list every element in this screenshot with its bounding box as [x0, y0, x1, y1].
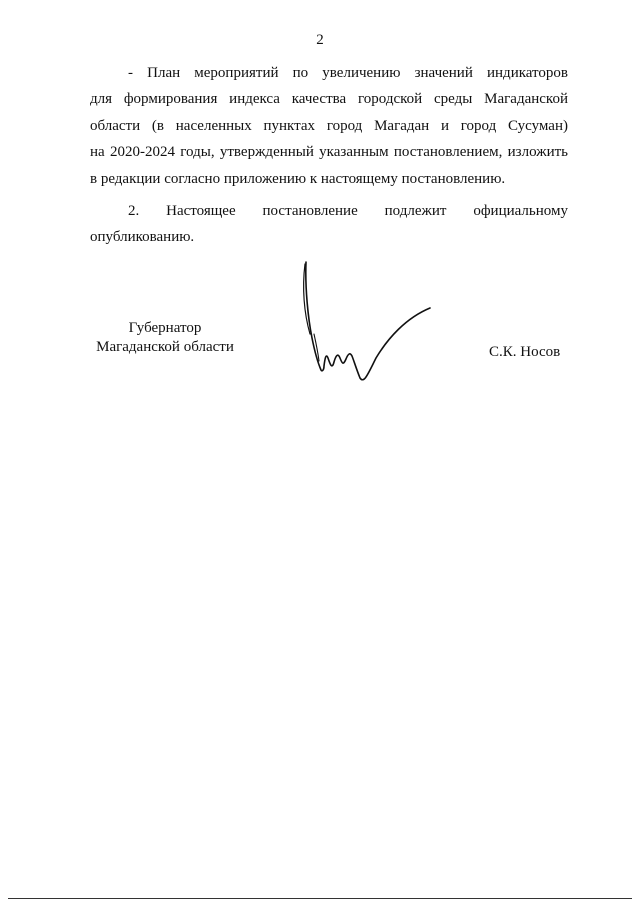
paragraph-2 [90, 198, 568, 251]
signatory-region: Магаданской области [96, 339, 234, 355]
signatory-name: С.К. Носов [489, 344, 561, 360]
paragraph-2-line: 2. Настоящее постановление подлежит официальному [128, 203, 568, 220]
footer-rule [8, 898, 632, 899]
signatory-title: Губернатор [128, 320, 202, 336]
paragraph-1-line: области (в населенных пунктах город Магадан и город Сусуман) [90, 117, 568, 134]
paragraph-1-line: в редакции согласно приложению к настоящему постановлению. [90, 170, 506, 187]
paragraph-2-line: опубликованию. [90, 229, 195, 246]
document-body [90, 60, 568, 251]
paragraph-1-line: - План мероприятий по увеличению значений индикаторов [128, 65, 568, 81]
page-number: 2 [316, 32, 324, 48]
paragraph-1 [90, 60, 568, 192]
paragraph-1-line: для формирования индекса качества городской среды Магаданской [90, 91, 568, 108]
signatory-position [90, 319, 240, 357]
paragraph-1-line: на 2020-2024 годы, утвержденный указанным постановлением, изложить [90, 144, 568, 161]
handwritten-signature [288, 258, 448, 388]
